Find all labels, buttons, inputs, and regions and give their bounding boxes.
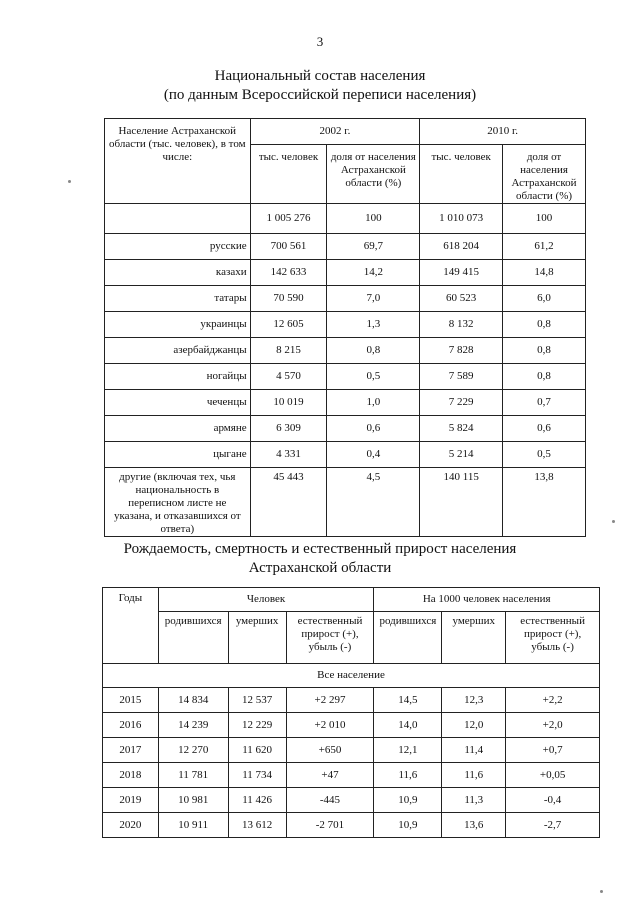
row-label: чеченцы [105, 390, 251, 416]
sub-born-rate: родившихся [374, 612, 442, 664]
table-row [103, 713, 600, 738]
share-2002: 0,8 [327, 338, 420, 364]
header-year-2010: 2010 г. [420, 119, 586, 145]
share-2010: 0,5 [503, 442, 586, 468]
year-cell: 2019 [103, 788, 159, 813]
table-row [103, 813, 600, 838]
value-2010: 8 132 [420, 312, 503, 338]
row-label [105, 204, 251, 234]
born-cell: 10 981 [158, 788, 228, 813]
born-rate-cell: 14,5 [374, 688, 442, 713]
born-rate-cell: 11,6 [374, 763, 442, 788]
share-2002: 0,6 [327, 416, 420, 442]
died-rate-cell: 13,6 [442, 813, 506, 838]
table1-title [0, 67, 640, 105]
born-rate-cell: 10,9 [374, 788, 442, 813]
share-2010: 14,8 [503, 260, 586, 286]
scan-speck [68, 180, 71, 183]
header-per1000: На 1000 человек населения [374, 588, 600, 612]
scan-speck [612, 520, 615, 523]
value-2010: 60 523 [420, 286, 503, 312]
share-2002: 14,2 [327, 260, 420, 286]
birth-death-table [102, 587, 600, 838]
share-2010: 6,0 [503, 286, 586, 312]
header-year-2002: 2002 г. [250, 119, 420, 145]
value-2002: 70 590 [250, 286, 327, 312]
row-label: украинцы [105, 312, 251, 338]
share-2002: 100 [327, 204, 420, 234]
row-label: армяне [105, 416, 251, 442]
share-2002: 69,7 [327, 234, 420, 260]
value-2002: 45 443 [250, 468, 327, 537]
row-label: татары [105, 286, 251, 312]
value-2010: 1 010 073 [420, 204, 503, 234]
row-label: цыгане [105, 442, 251, 468]
value-2002: 700 561 [250, 234, 327, 260]
table-row [105, 390, 586, 416]
table-row [103, 688, 600, 713]
growth-rate-cell: +0,05 [506, 763, 600, 788]
died-rate-cell: 11,6 [442, 763, 506, 788]
table-row [103, 738, 600, 763]
sub-growth: естественный прирост (+), убыль (-) [286, 612, 374, 664]
table1-title-line2: (по данным Всероссийской переписи населения) [163, 87, 477, 103]
page-number: 3 [316, 34, 324, 49]
died-rate-cell: 12,0 [442, 713, 506, 738]
table-row [105, 364, 586, 390]
value-2002: 142 633 [250, 260, 327, 286]
died-rate-cell: 12,3 [442, 688, 506, 713]
growth-cell: +650 [286, 738, 374, 763]
sub-died: умерших [228, 612, 286, 664]
value-2002: 8 215 [250, 338, 327, 364]
table1-title-line1: Национальный состав населения [214, 68, 426, 84]
born-cell: 14 239 [158, 713, 228, 738]
table2-title [0, 540, 640, 578]
growth-rate-cell: +2,0 [506, 713, 600, 738]
row-label: казахи [105, 260, 251, 286]
table-row [103, 763, 600, 788]
share-2002: 1,3 [327, 312, 420, 338]
value-2010: 7 589 [420, 364, 503, 390]
died-rate-cell: 11,4 [442, 738, 506, 763]
row-label: другие (включая тех, чья национальность в переписном листе не указана, и отказавшихся от ответа) [105, 468, 251, 537]
row-label: азербайджанцы [105, 338, 251, 364]
died-cell: 11 620 [228, 738, 286, 763]
scan-speck [600, 890, 603, 893]
row-label: русские [105, 234, 251, 260]
table-row [105, 468, 586, 537]
value-2010: 7 828 [420, 338, 503, 364]
value-2010: 7 229 [420, 390, 503, 416]
share-2010: 61,2 [503, 234, 586, 260]
value-2002: 4 570 [250, 364, 327, 390]
table-row [103, 788, 600, 813]
nationality-table [104, 118, 586, 537]
growth-cell: +47 [286, 763, 374, 788]
table2-title-line1: Рождаемость, смертность и естественный прирост населения [123, 541, 517, 557]
value-2002: 12 605 [250, 312, 327, 338]
died-cell: 12 537 [228, 688, 286, 713]
share-2010: 0,6 [503, 416, 586, 442]
growth-rate-cell: +0,7 [506, 738, 600, 763]
header-years: Годы [103, 588, 159, 664]
share-2010: 0,7 [503, 390, 586, 416]
table-row [105, 234, 586, 260]
sub-thousand-2002: тыс. человек [250, 145, 327, 204]
sub-thousand-2010: тыс. человек [420, 145, 503, 204]
table-row [105, 416, 586, 442]
value-2002: 6 309 [250, 416, 327, 442]
born-cell: 10 911 [158, 813, 228, 838]
born-rate-cell: 10,9 [374, 813, 442, 838]
table-row [105, 312, 586, 338]
born-rate-cell: 12,1 [374, 738, 442, 763]
growth-cell: -445 [286, 788, 374, 813]
died-cell: 13 612 [228, 813, 286, 838]
table-row [105, 442, 586, 468]
share-2010: 0,8 [503, 338, 586, 364]
sub-died-rate: умерших [442, 612, 506, 664]
growth-rate-cell: +2,2 [506, 688, 600, 713]
table2-title-line2: Астраханской области [248, 560, 392, 576]
row-label: ногайцы [105, 364, 251, 390]
table-row [105, 338, 586, 364]
died-cell: 11 734 [228, 763, 286, 788]
value-2010: 149 415 [420, 260, 503, 286]
share-2010: 0,8 [503, 364, 586, 390]
growth-cell: -2 701 [286, 813, 374, 838]
value-2010: 5 824 [420, 416, 503, 442]
share-2002: 4,5 [327, 468, 420, 537]
share-2002: 1,0 [327, 390, 420, 416]
value-2002: 4 331 [250, 442, 327, 468]
growth-rate-cell: -2,7 [506, 813, 600, 838]
sub-born: родившихся [158, 612, 228, 664]
header-rowlabel: Население Астраханской области (тыс. человек), в том числе: [105, 119, 251, 204]
share-2010: 0,8 [503, 312, 586, 338]
sub-share-2002: доля от населения Астраханской области (%) [327, 145, 420, 204]
born-cell: 14 834 [158, 688, 228, 713]
year-cell: 2018 [103, 763, 159, 788]
table-row [105, 204, 586, 234]
died-cell: 12 229 [228, 713, 286, 738]
year-cell: 2020 [103, 813, 159, 838]
table-row [105, 260, 586, 286]
growth-cell: +2 297 [286, 688, 374, 713]
growth-rate-cell: -0,4 [506, 788, 600, 813]
year-cell: 2016 [103, 713, 159, 738]
share-2002: 7,0 [327, 286, 420, 312]
year-cell: 2015 [103, 688, 159, 713]
table-row [105, 286, 586, 312]
share-2002: 0,5 [327, 364, 420, 390]
section-all-population: Все население [103, 664, 600, 688]
sub-share-2010: доля от населения Астраханской области (%) [503, 145, 586, 204]
born-cell: 12 270 [158, 738, 228, 763]
value-2010: 140 115 [420, 468, 503, 537]
value-2002: 1 005 276 [250, 204, 327, 234]
share-2010: 100 [503, 204, 586, 234]
year-cell: 2017 [103, 738, 159, 763]
value-2010: 5 214 [420, 442, 503, 468]
died-rate-cell: 11,3 [442, 788, 506, 813]
value-2010: 618 204 [420, 234, 503, 260]
header-people: Человек [158, 588, 374, 612]
born-rate-cell: 14,0 [374, 713, 442, 738]
sub-growth-rate: естественный прирост (+), убыль (-) [506, 612, 600, 664]
value-2002: 10 019 [250, 390, 327, 416]
share-2010: 13,8 [503, 468, 586, 537]
share-2002: 0,4 [327, 442, 420, 468]
growth-cell: +2 010 [286, 713, 374, 738]
died-cell: 11 426 [228, 788, 286, 813]
born-cell: 11 781 [158, 763, 228, 788]
